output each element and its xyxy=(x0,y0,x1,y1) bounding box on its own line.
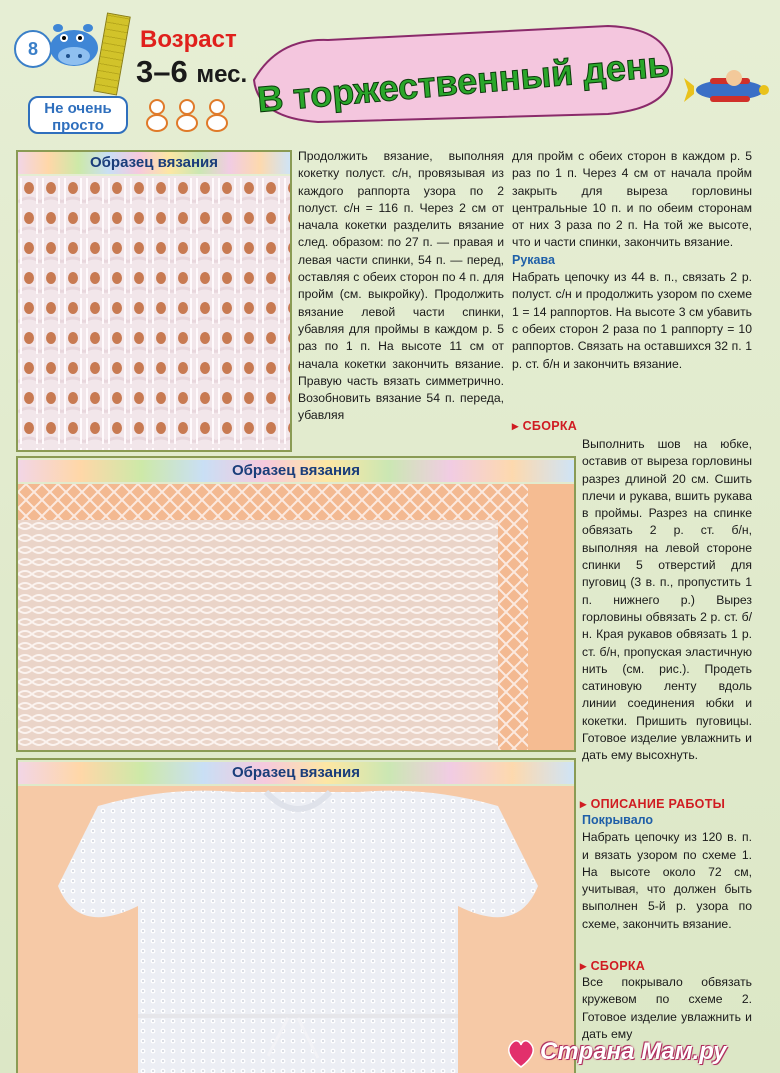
text-column-b xyxy=(512,148,752,438)
page-title: В торжественный день xyxy=(255,43,672,120)
blanket-text: Набрать цепочку из 120 в. п. и вязать узором по схеме 1. На высоте около 72 см, учитывая, что должен быть выполнен 5-й р. узора по схеме, закончить вязание. xyxy=(582,830,752,931)
age-value: 3–6 xyxy=(136,54,188,89)
swatch-caption: Образец вязания xyxy=(89,154,219,171)
difficulty-figure-icon xyxy=(174,98,200,132)
sleeves-heading: Рукава xyxy=(512,252,555,267)
difficulty-figure-icon xyxy=(144,98,170,132)
assembly-text: Выполнить шов на юбке, оставив от выреза горловины разрез длиной 20 см. Сшить плечи и рукава, вшить рукава в проймы. Разрез на спинке обвязать 2 р. ст. б/н, выполняя на левой стороне спинки 5 отверстий для пуговиц (3 в. п., пропустить 1 п. нижнего р.) Вырез горловины обвязать 2 р. ст. б/н. Края рукавов обвязать 1 р. ст. б/н, пропуская эластичную нить (см. рис.). Продеть сатиновую ленту вдоль линии соединения юбки и кокетки. Пришить пуговицы. Готовое изделие увлажнить и дать ему высохнуть. xyxy=(582,437,752,763)
assembly-heading-label: СБОРКА xyxy=(522,419,578,433)
text-column-c xyxy=(582,436,752,792)
airplane-icon xyxy=(680,56,774,116)
page-number: 8 xyxy=(14,30,52,68)
arrow-icon: ▸ xyxy=(580,959,587,973)
site-logo-icon xyxy=(504,1037,538,1069)
assembly2-text: Все покрывало обвязать кружевом по схеме 2. Готовое изделие увлажнить и дать ему xyxy=(582,975,752,1041)
hippo-mascot-icon xyxy=(44,20,100,70)
text-column-c2 xyxy=(582,812,752,952)
arrow-icon: ▸ xyxy=(580,797,587,811)
age-unit: мес. xyxy=(196,61,248,88)
knit-swatch-photo xyxy=(18,484,574,750)
swatch-caption-bar xyxy=(18,460,574,482)
text-column-a xyxy=(298,148,504,452)
instructions-text: Продолжить вязание, выполняя кокетку полуст. с/н, провязывая из каждого раппорта узора по 2 полуст. с/н = 116 п. Через 2 см от начала кокетки разделить вязание след. образом: по 27 п. — правая и левая части спинки, 54 п. — перед, оставляя с обеих сторон по 4 п. для пройм (см. выкройку). Продолжить вязание левой части спинки, убавляя для проймы в каждом р. 5 раз по 1 п. На высоте 11 см от начала кокетки закончить вязание. Правую часть вязать симметрично. Возобновить вязание 54 п. переда, убавляя xyxy=(298,149,504,423)
knit-swatch-photo xyxy=(18,176,290,450)
difficulty-icons xyxy=(144,98,230,132)
swatch-caption: Образец вязания xyxy=(231,462,361,479)
swatch-caption: Образец вязания xyxy=(231,764,361,781)
assembly2-heading-label: СБОРКА xyxy=(590,959,646,973)
baby-dress-photo xyxy=(18,786,574,1073)
text-column-c3 xyxy=(582,974,752,1041)
assembly-heading xyxy=(512,418,577,433)
instructions-text: для пройм с обеих сторон в каждом р. 5 раз по 1 п. Через 4 см от начала пройм закрыть для выреза горловины центральные 10 п. и по обеим сторонам от них 3 раза по 2 п. На той же высоте, что и части спинки, закончить вязание. xyxy=(512,149,752,250)
sleeves-text: Набрать цепочку из 44 в. п., связать 2 р. полуст. с/н и продолжить узором по схеме 1 = 14 раппортов. На высоте 3 см убавить с обеих сторон 2 раза по 1 раппорту = 10 раппортов. Связать на оставшихся 32 п. 1 р. ст. б/н и закончить вязание. xyxy=(512,270,752,371)
age-label: Возраст xyxy=(140,26,237,53)
age-range xyxy=(136,54,247,90)
difficulty-badge: Не очень просто xyxy=(28,96,128,134)
title-banner xyxy=(248,18,678,126)
difficulty-figure-icon xyxy=(204,98,230,132)
arrow-icon: ▸ xyxy=(512,419,519,433)
swatch-caption-bar xyxy=(18,762,574,784)
work-description-label: ОПИСАНИЕ РАБОТЫ xyxy=(590,797,726,811)
assembly2-heading xyxy=(580,958,645,973)
blanket-heading: Покрывало xyxy=(582,813,654,827)
work-description-heading xyxy=(580,796,725,811)
watermark: Страна Мам.ру xyxy=(540,1038,727,1065)
swatch-caption-bar xyxy=(18,152,290,174)
